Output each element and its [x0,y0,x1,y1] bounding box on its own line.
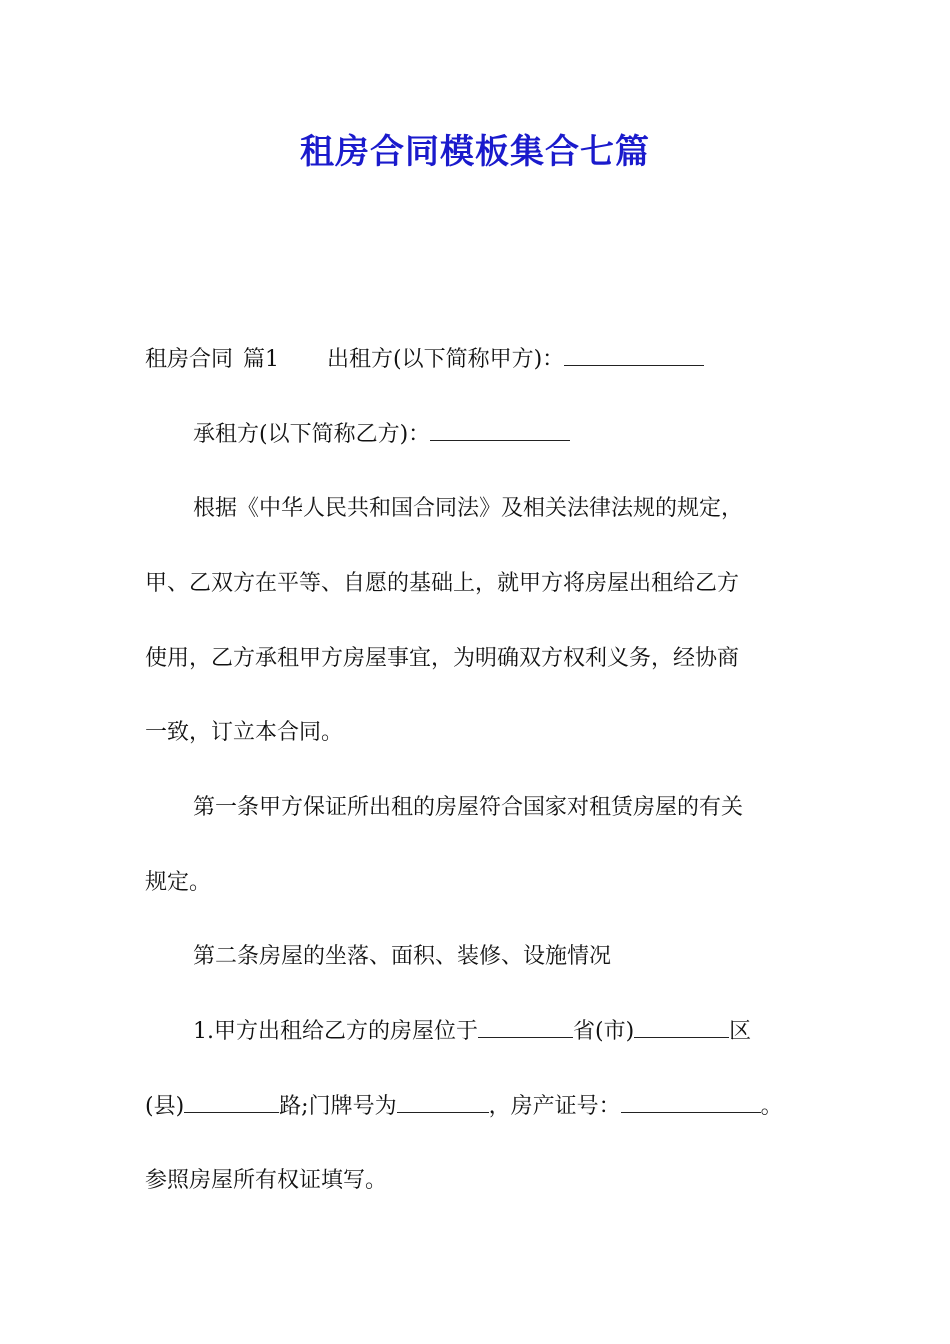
lessor-label: 出租方(以下简称甲方)： [327,347,565,372]
paragraph-line [0,420,950,450]
paragraph-text: ，房产证号： [488,1094,621,1119]
paragraph-text: (县) [145,1094,185,1119]
paragraph-text: 规定。 [145,870,212,895]
house-number-blank [397,1092,489,1113]
paragraph-line [0,942,950,972]
doc-section-number: 篇1 [243,347,280,372]
paragraph-text: 区 [729,1019,752,1044]
district-blank [634,1017,729,1038]
paragraph-text: 路;门牌号为 [279,1094,397,1119]
paragraph-line [0,1166,950,1196]
doc-heading-text: 租房合同 [145,347,234,372]
paragraph-text: 第一条甲方保证所出租的房屋符合国家对租赁房屋的有关 [193,795,744,820]
paragraph-line [0,1017,950,1047]
lessee-label: 承租方(以下简称乙方)： [193,422,431,447]
paragraph-text: 一致，订立本合同。 [145,720,344,745]
paragraph-line [0,644,950,674]
paragraph-text: 根据《中华人民共和国合同法》及相关法律法规的规定， [193,496,744,521]
paragraph-line [0,1092,950,1122]
paragraph-text: 使用，乙方承租甲方房屋事宜，为明确双方权利义务，经协商 [145,646,740,671]
paragraph-text: 参照房屋所有权证填写。 [145,1168,388,1193]
paragraph-text: 1.甲方出租给乙方的房屋位于 [193,1019,478,1044]
paragraph-line [0,718,950,748]
paragraph-text: 甲、乙双方在平等、自愿的基础上，就甲方将房屋出租给乙方 [145,571,740,596]
lessee-blank [430,420,570,441]
property-cert-blank [621,1092,761,1113]
paragraph-text: 。 [760,1094,783,1119]
lessor-blank [564,345,704,366]
road-blank [184,1092,279,1113]
paragraph-line [0,345,950,375]
paragraph-line [0,569,950,599]
section-heading: 第二条房屋的坐落、面积、装修、设施情况 [193,944,612,969]
paragraph-line [0,868,950,898]
paragraph-line [0,494,950,524]
province-blank [478,1017,573,1038]
paragraph-text: 省(市) [573,1019,635,1044]
document-title: 租房合同模板集合七篇 [300,132,650,172]
paragraph-line [0,793,950,823]
